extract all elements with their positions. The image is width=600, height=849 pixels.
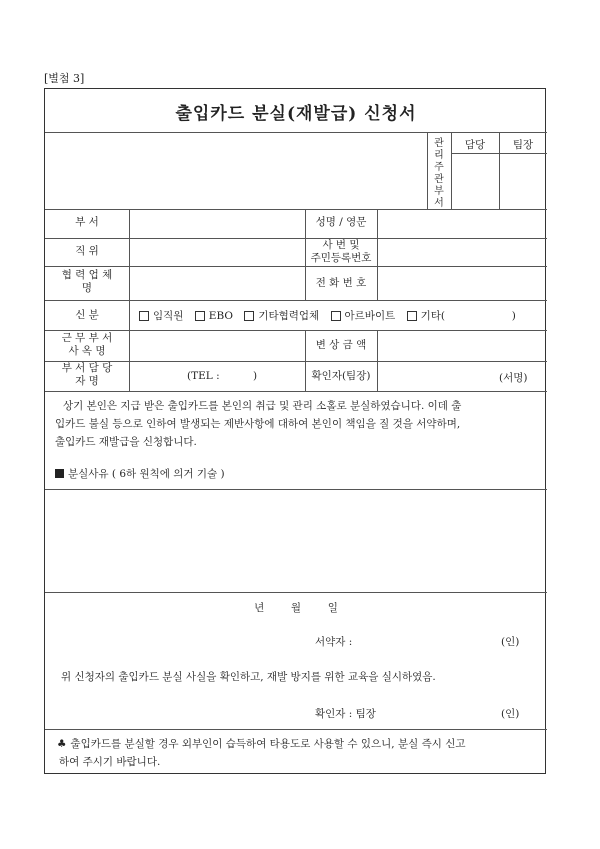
reason-textarea[interactable] bbox=[46, 490, 546, 591]
confirmer-label: 확인자(팀장) bbox=[311, 370, 371, 382]
approval-leader-sign-box[interactable] bbox=[500, 154, 546, 208]
annex-label: [별첨 3] bbox=[44, 72, 85, 85]
name-label: 성명 / 영문 bbox=[315, 216, 367, 228]
confirmer-seal[interactable]: (인) bbox=[501, 708, 520, 720]
status-option-employee[interactable]: 임직원 bbox=[139, 308, 183, 323]
form-title: 출입카드 분실(재발급) 신청서 bbox=[175, 104, 417, 124]
workplace-field[interactable] bbox=[130, 331, 304, 360]
confirmer-line: 확인자 : 팀장 bbox=[315, 708, 376, 720]
status-option-ebo[interactable]: EBO bbox=[195, 310, 233, 322]
phone-field[interactable] bbox=[378, 267, 546, 299]
approval-staff-sign-box[interactable] bbox=[452, 154, 498, 208]
dept-field[interactable] bbox=[130, 210, 304, 237]
statement-text: 상기 본인은 지급 받은 출입카드를 본인의 취급 및 관리 소홀로 분실하였습니다. 이데 출 입카드 불실 등으로 인하여 발생되는 제반사항에 대하여 본인이 책임을 질 것을 서약하며, 출입카드 재발급을 신청합니다. bbox=[55, 400, 462, 448]
notice-text: ♣ 출입카드를 분실할 경우 외부인이 습득하여 타용도로 사용할 수 있으니, 분실 즉시 신고 하여 주시기 바랍니다. bbox=[57, 738, 466, 768]
approval-staff-header: 담당 bbox=[464, 139, 486, 151]
name-field[interactable] bbox=[378, 210, 546, 237]
checkbox-icon bbox=[139, 311, 149, 321]
application-form bbox=[44, 88, 546, 774]
phone-label: 전 화 번 호 bbox=[315, 277, 367, 289]
status-option-other[interactable]: 기타( ) bbox=[407, 308, 516, 323]
status-option-partner[interactable]: 기타협력업체 bbox=[244, 308, 319, 323]
confirmation-text: 위 신청자의 출입카드 분실 사실을 확인하고, 재발 방지를 위한 교육을 실시하였음. bbox=[61, 671, 436, 683]
partner-field[interactable] bbox=[130, 267, 304, 299]
checkbox-icon bbox=[244, 311, 254, 321]
pledger-label: 서약자 : bbox=[315, 636, 353, 648]
workplace-label: 근 무 부 서 사 옥 명 bbox=[61, 332, 113, 357]
emp-no-label: 사 번 및 주민등록번호 bbox=[310, 239, 372, 264]
tel-field[interactable]: (TEL : ) bbox=[187, 370, 258, 382]
checkbox-icon bbox=[195, 311, 205, 321]
status-options bbox=[139, 308, 539, 324]
status-option-parttime[interactable]: 아르바이트 bbox=[331, 308, 396, 323]
date-line[interactable]: 년 월 일 bbox=[254, 602, 338, 614]
partner-label: 협 력 업 체 명 bbox=[61, 269, 113, 294]
signature-mark: (서명) bbox=[499, 372, 528, 384]
checkbox-icon bbox=[331, 311, 341, 321]
dept-label: 부 서 bbox=[75, 216, 99, 228]
pledger-seal[interactable]: (인) bbox=[501, 636, 520, 648]
position-label: 직 위 bbox=[75, 245, 99, 257]
position-field[interactable] bbox=[130, 239, 304, 265]
emp-no-field[interactable] bbox=[378, 239, 546, 265]
club-icon: ♣ bbox=[57, 738, 67, 750]
black-square-icon bbox=[55, 469, 64, 478]
compensation-field[interactable] bbox=[378, 331, 546, 360]
checkbox-icon bbox=[407, 311, 417, 321]
managing-dept-label: 관 리 주 관 부 서 bbox=[434, 138, 444, 209]
approval-leader-header: 팀장 bbox=[512, 139, 534, 151]
manager-label: 부 서 담 당 자 명 bbox=[61, 362, 113, 387]
compensation-label: 변 상 금 액 bbox=[315, 339, 367, 351]
status-label: 신 분 bbox=[75, 309, 99, 321]
reason-heading: 분실사유 ( 6하 원칙에 의거 기술 ) bbox=[55, 465, 225, 483]
